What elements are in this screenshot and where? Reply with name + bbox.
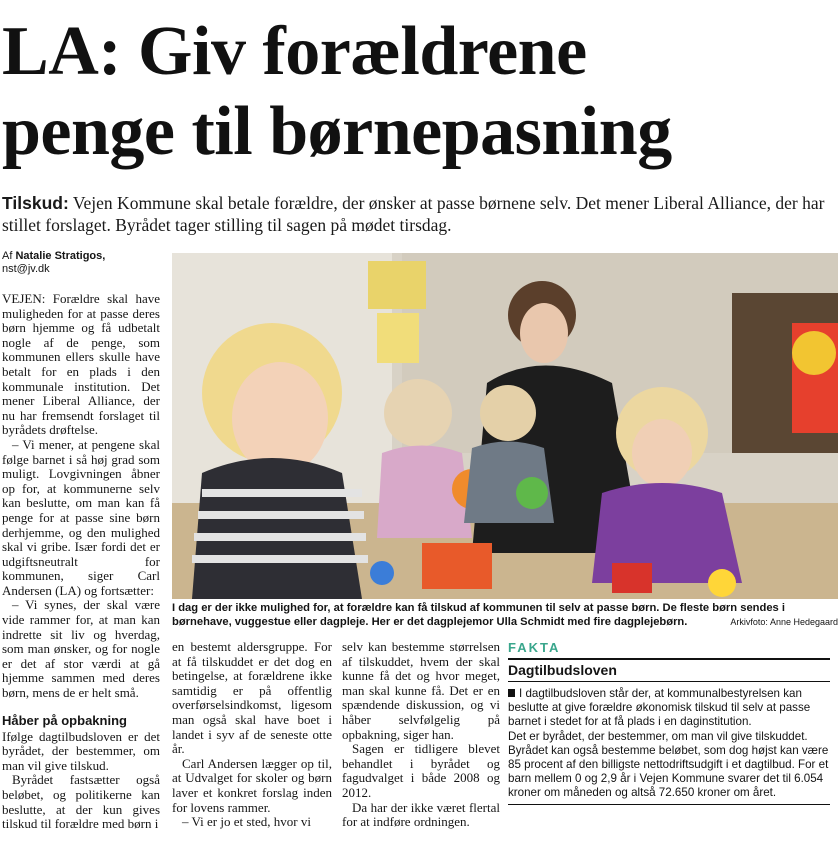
article-paragraph: selv kan bestemme størrelsen af tilskuddet, hvem der skal kunne få det og hvor meget, man skal kunne få. Det er en spændende diskussion, og vi håber selvfølgelig på opbakning, siger han. [342, 639, 500, 742]
headline-line-1: LA: Giv forældrene [2, 13, 587, 90]
article-paragraph: – Vi er jo et sted, hvor vi [182, 814, 311, 830]
article-column-1 [2, 292, 160, 844]
article-paragraph: en bestemt aldersgruppe. For at få tilskuddet er det dog en betingelse, at forældrene ikke samtidig er på offentlig overførselsindkomst, ligesom man også skal have boet i landet i syv af de seneste otte år. [172, 639, 332, 757]
byline-author: Natalie Stratigos, [15, 250, 106, 262]
fact-box [508, 640, 830, 805]
article-paragraph: Ifølge dagtilbudsloven er det byrådet, der bestemmer, om man vil give tilskud. [2, 728, 160, 773]
article-paragraph: Carl Andersen lægger op til, at Udvalget for skoler og børn laver et konkret forslag inden for lovens rammer. [172, 755, 332, 815]
headline-line-2: penge til børnepasning [2, 93, 672, 170]
fact-box-body [508, 687, 830, 805]
photo-caption [172, 601, 838, 629]
article-paragraph: Da har der ikke været flertal for at indføre ordningen. [342, 799, 500, 830]
article-subheading: Håber på opbakning [2, 712, 127, 728]
article-column-3 [342, 640, 500, 840]
fact-paragraph: I dagtilbudsloven står der, at kommunalbestyrelsen kan beslutte at give forældre økonomisk tilskud til selv at passe barnet i stedet for at få plads i en daginstitution. [508, 687, 811, 728]
article-paragraph: – Vi mener, at pengene skal følge barnet i så høj grad som muligt. Lovgivningen åbner op for, at kommunerne selv kan beslutte, om man kan få penge for at passe sine børn derhjemme, og den mulighed skal vi gribe. Især fordi det er udgiftsneutralt for kommunen, siger Carl Andersen (LA) og fortsætter: [2, 436, 160, 598]
article-column-2 [172, 640, 332, 840]
headline [2, 12, 838, 172]
lead-text: Vejen Kommune skal betale forældre, der ønsker at passe børnene selv. Det mener Liberal Alliance, der har stillet forslaget. Byrådet tager stilling til sagen på mødet tirsdag. [2, 193, 825, 235]
article-paragraph: Sagen er tidligere blevet behandlet i byrådet og fagudvalget i både 2008 og 2012. [342, 741, 500, 800]
photo-credit: Arkivfoto: Anne Hedegaard [730, 617, 838, 627]
fact-box-title: Dagtilbudsloven [508, 658, 830, 682]
byline [2, 250, 162, 276]
article-paragraph: – Vi synes, der skal være vide rammer for, at man kan indrette sit liv og hverdag, som man ønsker, og for nogle er det af stor værdi at gå hjemme sammen med deres børn, mens de er helt små. [2, 597, 160, 701]
fact-box-label: FAKTA [508, 640, 561, 655]
daycare-photo-illustration [172, 253, 838, 599]
article-paragraph: VEJEN: Forældre skal have muligheden for at passe deres børn hjemme og få udbetalt nogle af de penge, som kommunen ellers skulle have betalt for en plads i den kommunale institution. Det mener Liberal Alliance, der nu har fremsendt forslaget til byrådets drøftelse. [2, 291, 160, 438]
lead-paragraph [2, 192, 834, 236]
article-paragraph: Byrådet fastsætter også beløbet, og politikerne kan beslutte, at der kun gives tilskud til forældre med børn i [2, 772, 160, 832]
byline-prefix: Af [2, 250, 16, 262]
lead-kicker: Tilskud: [2, 193, 69, 213]
fact-paragraph: Det er byrådet, der bestemmer, om man vil give tilskuddet. Byrådet kan også bestemme beløbet, som dog højst kan være 85 procent af den billigste nettodriftsudgift i et dagtilbud. For et barn mellem 0 og 2,9 år i Vejen Kommune svarer det til 6.054 kroner om måneden og altså 72.650 kroner om året. [508, 730, 829, 799]
byline-email: nst@jv.dk [2, 263, 50, 275]
article-photo [172, 253, 838, 599]
caption-text: I dag er der ikke mulighed for, at forældre kan få tilskud af kommunen til selv at passe børn. De fleste børn sendes i børnehave, vuggestue eller dagpleje. Her er det dagplejemor Ulla Schmidt med fire dagplejebørn. [172, 602, 785, 628]
bullet-square-icon [508, 689, 515, 697]
